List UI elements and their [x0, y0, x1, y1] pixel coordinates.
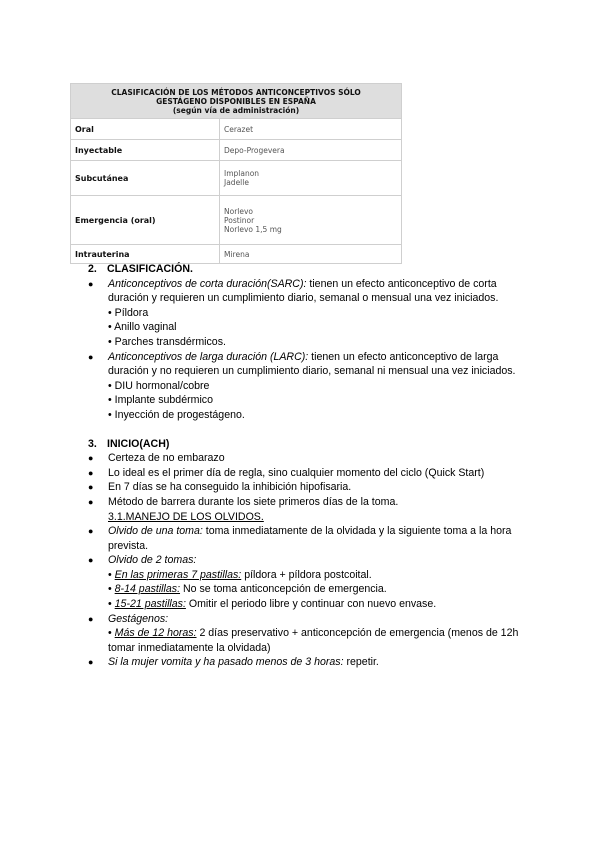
list-item — [88, 524, 528, 553]
sub-item-label: 15-21 pastillas: — [114, 598, 186, 611]
sarc-label: Anticonceptivos de corta duración(SARC): — [108, 277, 307, 290]
sub-item: • Inyección de progestágeno. — [108, 408, 245, 421]
larc-label: Anticonceptivos de larga duración (LARC): — [108, 350, 309, 363]
sub-item: • Más de 12 horas: 2 días preservativo + anticoncepción de emergencia (menos de 12h tomar inmediatamente la olvidada) — [108, 627, 519, 654]
product-name: Depo-Progevera — [224, 145, 285, 155]
list-item — [88, 495, 528, 524]
table-row — [71, 196, 402, 245]
sub-item: • En las primeras 7 pastillas: píldora + píldora postcoital. — [108, 568, 372, 581]
classification-list — [88, 277, 528, 423]
start-list — [88, 451, 528, 670]
section-heading-classification — [88, 262, 528, 277]
route-cell: Subcutánea — [71, 161, 220, 196]
product-cell — [220, 140, 402, 161]
route-cell: Emergencia (oral) — [71, 196, 220, 245]
list-item — [88, 350, 528, 423]
section-number: 3. — [88, 437, 97, 450]
product-cell — [220, 119, 402, 140]
sub-item: • Parches transdérmicos. — [108, 335, 226, 348]
sarc-text: tienen un efecto anticonceptivo de corta duración y requieren un cumplimiento diario, semanal o mensual una vez iniciados. — [108, 277, 499, 305]
larc-text: tienen un efecto anticonceptivo de larga duración y no requieren un cumplimiento diario, semanal ni mensual una vez iniciados. — [108, 350, 516, 378]
vomita-label: Si la mujer vomita y ha pasado menos de 3 horas: — [108, 656, 344, 669]
product-name: Implanon — [224, 169, 260, 178]
subsection-heading-missed-doses: 3.1.MANEJO DE LOS OLVIDOS. — [108, 510, 264, 523]
table-row — [71, 140, 402, 161]
list-item — [88, 655, 528, 670]
sub-item-label: Más de 12 horas: — [114, 627, 197, 640]
vomita-text: repetir. — [343, 656, 379, 669]
document-body — [88, 262, 528, 670]
product-name: Postinor — [224, 215, 255, 225]
sub-item-text: Omitir el periodo libre y continuar con nuevo envase. — [185, 598, 437, 611]
sub-item-label: 8-14 pastillas: — [114, 583, 181, 596]
product-name: Norlevo — [224, 206, 254, 216]
list-item-text: Método de barrera durante los siete primeros días de la toma. — [108, 495, 399, 508]
sub-item-label: En las primeras 7 pastillas: — [114, 568, 242, 581]
sub-item-text: No se toma anticoncepción de emergencia. — [180, 583, 387, 596]
product-name: Mirena — [224, 249, 250, 259]
list-item: ● En 7 días se ha conseguido la inhibición hipofisaria. — [88, 480, 528, 495]
olvido1-label: Olvido de una toma: — [108, 525, 203, 538]
section-title: INICIO(ACH) — [107, 437, 170, 450]
sub-item-text: píldora + píldora postcoital. — [241, 568, 372, 581]
section-number: 2. — [88, 263, 97, 275]
list-item — [88, 612, 528, 656]
olvido2-label: Olvido de 2 tomas: — [108, 554, 197, 567]
sub-item: • 15-21 pastillas: Omitir el periodo libre y continuar con nuevo envase. — [108, 598, 437, 611]
sub-item: • Anillo vaginal — [108, 321, 177, 334]
table-row — [71, 161, 402, 196]
olvido1-text: toma inmediatamente de la olvidada y la siguiente toma a la hora prevista. — [108, 525, 512, 552]
sub-item-text: 2 días preservativo + anticoncepción de emergencia (menos de 12h tomar inmediatamente la olvidada) — [108, 627, 519, 654]
gestagenos-label: Gestágenos: — [108, 612, 169, 625]
table-title-line2: GESTÁGENO DISPONIBLES EN ESPAÑA — [156, 96, 316, 106]
table-row — [71, 245, 402, 264]
list-item — [88, 277, 528, 350]
sub-item: • Implante subdérmico — [108, 394, 213, 407]
product-cell — [220, 196, 402, 245]
list-item: ● Lo ideal es el primer día de regla, sino cualquier momento del ciclo (Quick Start) — [88, 466, 528, 481]
sub-item: • DIU hormonal/cobre — [108, 379, 210, 392]
table-row — [71, 119, 402, 140]
route-cell: Oral — [71, 119, 220, 140]
table-title-line1: CLASIFICACIÓN DE LOS MÉTODOS ANTICONCEPTIVOS SÓLO — [111, 87, 361, 97]
table-title — [71, 84, 402, 119]
list-item: ● Certeza de no embarazo — [88, 451, 528, 466]
section-title: CLASIFICACIÓN. — [107, 263, 193, 275]
route-cell: Inyectable — [71, 140, 220, 161]
product-name: Norlevo 1,5 mg — [224, 224, 282, 234]
sub-item: • Píldora — [108, 306, 149, 319]
product-name: Jadelle — [224, 178, 249, 187]
sub-item: • 8-14 pastillas: No se toma anticoncepción de emergencia. — [108, 583, 387, 596]
contraceptive-classification-table — [70, 83, 402, 264]
route-cell: Intrauterina — [71, 245, 220, 264]
product-name: Cerazet — [224, 124, 254, 134]
product-cell — [220, 245, 402, 264]
product-cell — [220, 161, 402, 196]
table-title-line3: (según vía de administración) — [172, 105, 300, 115]
section-heading-start — [88, 437, 528, 452]
list-item — [88, 553, 528, 611]
